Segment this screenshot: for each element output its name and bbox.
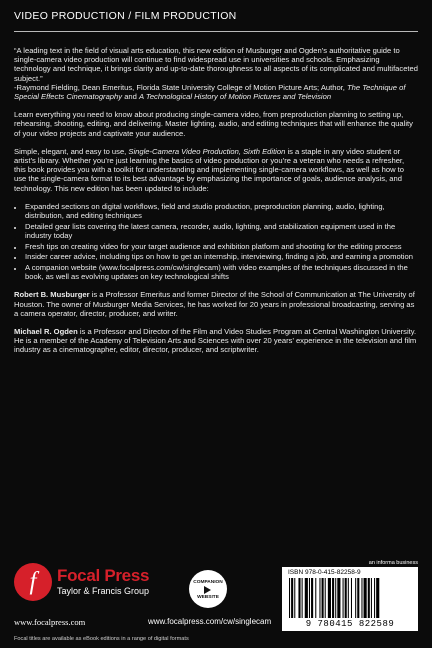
attribution-and: and	[124, 92, 137, 102]
barcode-bar	[364, 578, 367, 618]
feature-item: • Insider career advice, including tips on how to get an internship, interviewing, finding a job, and earning a promotion	[24, 252, 418, 261]
barcode-bar	[298, 578, 300, 618]
author-bio-text: is a Professor Emeritus and former Director of the School of Communication at The University of Houston. The owner of Musburger Media Services, he has worked for 20 years in professional broadcasting, serving as a camera operator, director, producer, and writer.	[14, 290, 415, 318]
ean-digits: 9 780415 822589	[305, 619, 395, 629]
barcode-bar	[343, 578, 344, 618]
barcode-bar	[355, 578, 356, 618]
feature-item: • Detailed gear lists covering the latest camera, recorder, audio, lighting, and stabilization equipment used in the industry today	[24, 222, 418, 240]
category-label: VIDEO PRODUCTION / FILM PRODUCTION	[14, 10, 237, 22]
play-icon	[204, 586, 211, 594]
barcode-bar	[337, 578, 340, 618]
quote-attribution	[14, 83, 418, 101]
barcode-bar	[374, 578, 375, 618]
barcode-bar	[368, 578, 370, 618]
isbn-barcode	[282, 567, 418, 631]
barcode-bar	[291, 578, 293, 618]
publisher-group: Taylor & Francis Group	[57, 586, 150, 596]
barcode-bar	[345, 578, 347, 618]
ebook-note: Focal titles are available as eBook editions in a range of digital formats	[14, 636, 189, 642]
barcode-bar	[325, 578, 326, 618]
informa-tagline: an informa business	[368, 560, 418, 566]
feature-item: • Expanded sections on digital workflows, field and studio production, preproduction planning, audio, lighting, distribution, and editing techniques	[24, 202, 418, 220]
attribution-book-2: A Technological History of Motion Pictures and Television	[138, 92, 332, 102]
barcode-bar	[322, 578, 324, 618]
companion-website-badge-icon	[189, 570, 227, 608]
barcode-bar	[351, 578, 352, 618]
author-name: Robert B. Musburger	[14, 290, 90, 300]
publisher-url: www.focalpress.com	[14, 617, 86, 627]
author-bio	[14, 327, 418, 355]
cover-copy	[14, 46, 418, 364]
quote-text: “A leading text in the field of visual arts education, this new edition of Musburger and Ogden’s authoritative guide to single-camera video production will continue to find widespread use in universities and schools. Emphasizing technology and technique, it brings clarity and up-to-date thoroughness to all aspects of its complicated and multifaceted subject.”	[14, 46, 418, 83]
barcode-bar	[289, 578, 290, 618]
footer	[0, 543, 432, 648]
barcode-bar	[319, 578, 320, 618]
review-quote	[14, 46, 418, 101]
attribution-book-1: The Technique of Special Effects Cinematography	[14, 82, 406, 102]
barcode-bar	[348, 578, 349, 618]
intro-paragraph: Learn everything you need to know about producing single-camera video, from preproduction planning to setting up, rehearsing, shooting, editing, and delivering. Master lighting, audio, and editing techniques that will enhance the quality of your video projects and captivate your audience.	[14, 110, 413, 138]
barcode-bar	[371, 578, 372, 618]
barcode-bar	[376, 578, 379, 618]
author-bio	[14, 290, 418, 318]
barcode-bar	[332, 578, 334, 618]
attribution-prefix: -Raymond Fielding, Dean Emeritus, Florida State University College of Motion Picture Arts; Author,	[14, 82, 345, 92]
publisher-name: Focal Press	[57, 566, 150, 585]
badge-bottom-text: WEBSITE	[197, 595, 219, 600]
feature-list	[14, 202, 418, 282]
barcode-bar	[328, 578, 331, 618]
author-bio-text: is a Professor and Director of the Film and Video Studies Program at Central Washington University. He is a member of the Academy of Television Arts and Sciences with over 20 years’ experience in the television and film industry as a cinematographer, editor, director, producer, and scriptwriter.	[14, 327, 417, 355]
badge-top-text: COMPANION	[193, 580, 223, 585]
barcode-bar	[357, 578, 359, 618]
companion-url: www.focalpress.com/cw/singlecam	[148, 617, 272, 626]
barcode-bar	[305, 578, 308, 618]
feature-item: • Fresh tips on creating video for your target audience and exhibition platform and shooting for the editing process	[24, 242, 418, 251]
barcode-bar	[315, 578, 316, 618]
barcode-bars-icon	[288, 578, 412, 618]
barcode-bar	[302, 578, 303, 618]
logo-letter: f	[29, 568, 37, 595]
description-post: is a staple in any video student or artist’s library. Whether you’re just learning the basics of video production or you’re a veteran who needs a refresher, this book provides you with a toolkit for understanding and implementing single-camera workflows, as well as how to use the single-camera format to its best advantage by emphasizing the importance of goals, audience analysis, and technology. This new edition has been updated to include:	[14, 146, 405, 193]
barcode-bar	[311, 578, 313, 618]
header-divider	[14, 31, 418, 32]
barcode-bar	[335, 578, 336, 618]
barcode-bar	[361, 578, 362, 618]
author-name: Michael R. Ogden	[14, 327, 78, 337]
barcode-bar	[294, 578, 295, 618]
feature-item: • A companion website (www.focalpress.com/cw/singlecam) with video examples of the techniques discussed in the book, as well as evolving updates on key technological shifts	[24, 263, 418, 281]
description-book-title: Single-Camera Video Production, Sixth Edition	[128, 146, 286, 156]
isbn-number: ISBN 978-0-415-82258-9	[288, 569, 361, 576]
description-pre: Simple, elegant, and easy to use,	[14, 146, 127, 156]
barcode-bar	[309, 578, 310, 618]
description-paragraph	[14, 147, 418, 193]
focal-press-logo-icon	[14, 563, 52, 601]
